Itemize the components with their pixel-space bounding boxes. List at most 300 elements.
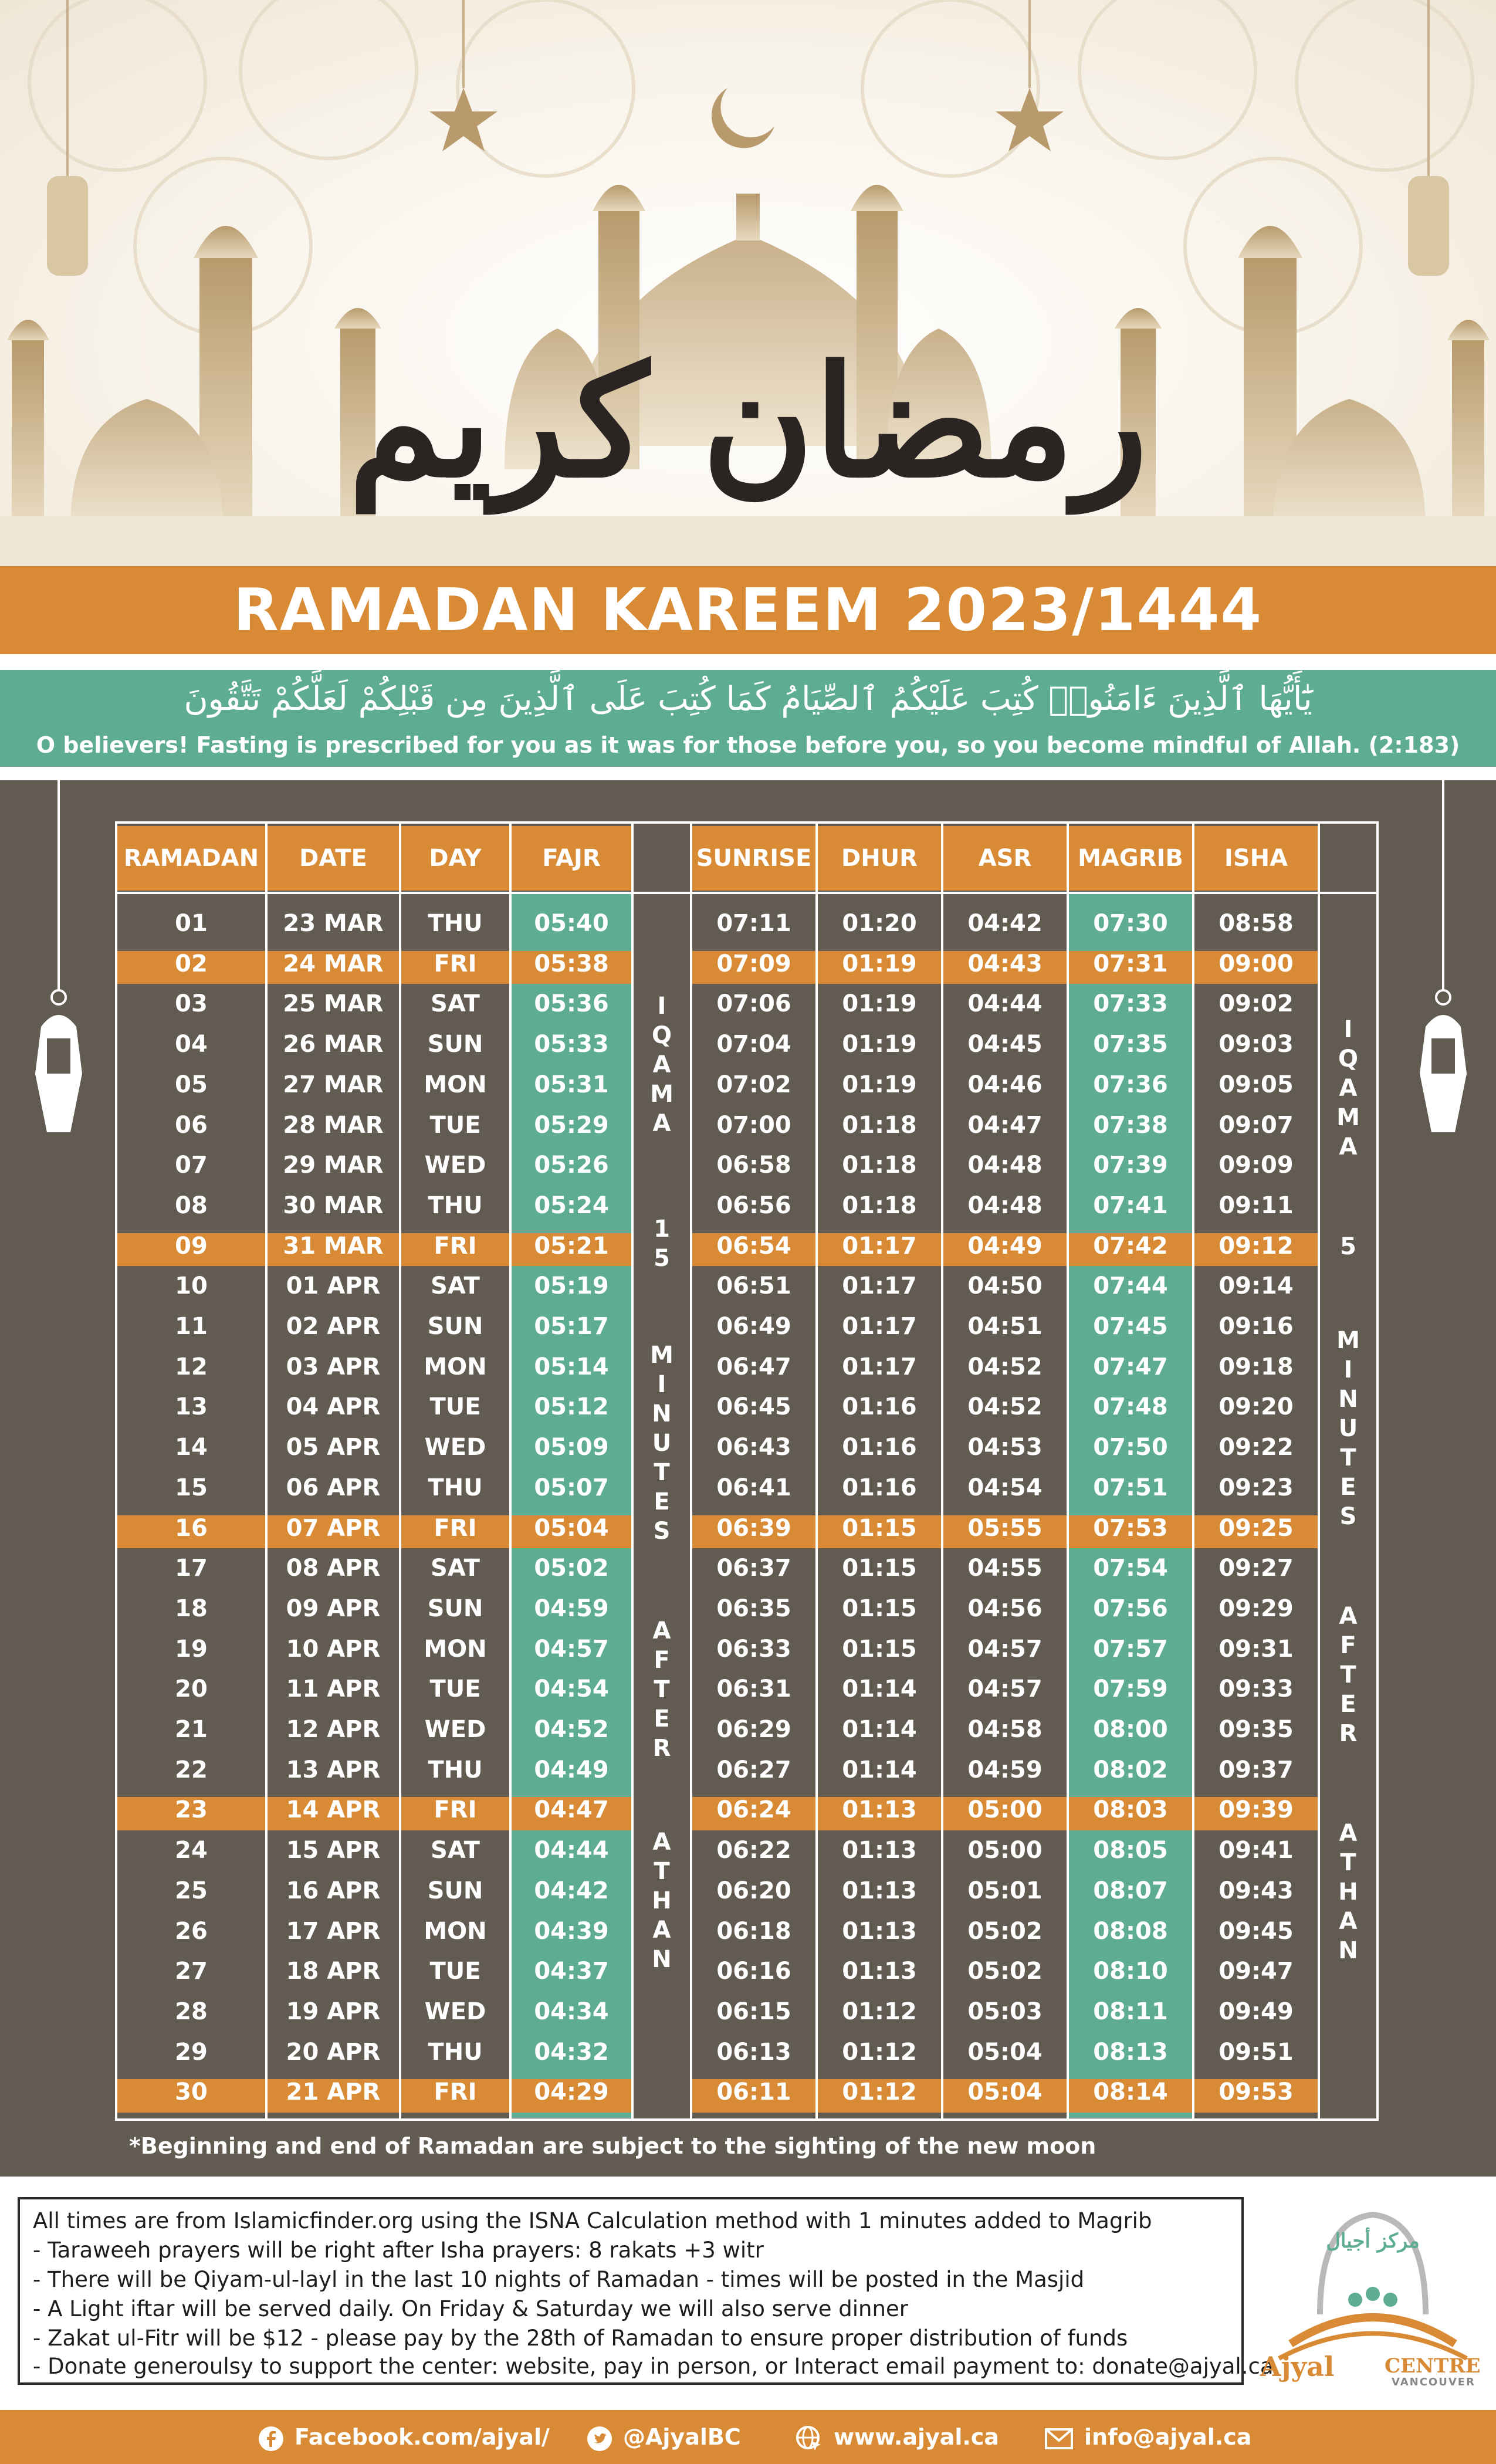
cell-ramadan: 26 <box>175 1917 208 1945</box>
left-lantern-icon <box>23 780 94 1156</box>
cell-ramadan: 28 <box>175 1998 208 2025</box>
cell-isha: 09:18 <box>1219 1353 1294 1380</box>
cell-fajr: 05:07 <box>534 1474 609 1501</box>
cell-date: 01 APR <box>286 1272 381 1300</box>
twitter-icon <box>587 2426 612 2452</box>
cell-day: SAT <box>431 1837 480 1864</box>
iqama-fajr-letter: H <box>652 1887 672 1914</box>
verse-banner <box>0 670 1496 767</box>
cell-day: THU <box>428 1474 483 1501</box>
cell-fajr: 05:26 <box>534 1152 609 1179</box>
cell-fajr: 05:33 <box>534 1031 609 1058</box>
cell-asr: 05:04 <box>967 2038 1043 2066</box>
cell-dhur: 01:18 <box>842 1111 917 1139</box>
globe-cursor-icon <box>795 2425 823 2453</box>
cell-magrib: 08:14 <box>1093 2079 1168 2106</box>
cell-date: 24 MAR <box>283 950 384 977</box>
iqama-fajr-letter: T <box>654 1676 670 1703</box>
cell-magrib: 07:44 <box>1093 1272 1168 1300</box>
arabic-calligraphy-title: رمضان كريم <box>348 333 1148 512</box>
iqama-isha-letter: I <box>1343 1356 1353 1383</box>
cell-date: 08 APR <box>286 1555 381 1582</box>
cell-fajr: 04:34 <box>534 1998 609 2025</box>
note-line: - There will be Qiyam-ul-layl in the last 10 nights of Ramadan - times will be posted in the Masjid <box>33 2267 1085 2292</box>
cell-isha: 09:31 <box>1219 1635 1294 1663</box>
cell-ramadan: 29 <box>175 2038 208 2066</box>
cell-asr: 05:00 <box>967 1837 1043 1864</box>
cell-dhur: 01:13 <box>842 1837 917 1864</box>
cell-dhur: 01:17 <box>842 1232 917 1260</box>
cell-sunrise: 06:43 <box>716 1434 791 1461</box>
cell-date: 06 APR <box>286 1474 381 1501</box>
cell-isha: 09:39 <box>1219 1796 1294 1824</box>
cell-date: 02 APR <box>286 1313 381 1340</box>
cell-dhur: 01:17 <box>842 1272 917 1300</box>
cell-ramadan: 14 <box>175 1434 208 1461</box>
cell-dhur: 01:12 <box>842 1998 917 2025</box>
cell-isha: 09:00 <box>1219 950 1294 977</box>
cell-day: WED <box>424 1998 486 2025</box>
cell-sunrise: 06:22 <box>716 1837 791 1864</box>
iqama-fajr-letter: A <box>652 1110 671 1137</box>
cell-day: THU <box>428 910 483 937</box>
cell-day: THU <box>428 2038 483 2066</box>
cell-ramadan: 24 <box>175 1837 208 1864</box>
cell-fajr: 04:39 <box>534 1917 609 1945</box>
cell-fajr: 05:17 <box>534 1313 609 1340</box>
cell-asr: 04:53 <box>967 1434 1043 1461</box>
iqama-fajr-letter: M <box>650 1342 673 1369</box>
cell-ramadan: 09 <box>175 1232 208 1260</box>
cell-date: 09 APR <box>286 1595 381 1622</box>
cell-date: 28 MAR <box>283 1111 384 1139</box>
cell-day: FRI <box>434 1232 477 1260</box>
cell-asr: 04:57 <box>967 1676 1043 1703</box>
website-link[interactable] <box>795 2410 999 2464</box>
cell-day: SUN <box>427 1031 483 1058</box>
cell-isha: 09:14 <box>1219 1272 1294 1300</box>
iqama-isha-letter: 5 <box>1340 1233 1356 1260</box>
cell-dhur: 01:14 <box>842 1676 917 1703</box>
cell-ramadan: 02 <box>175 950 208 977</box>
cell-date: 19 APR <box>286 1998 381 2025</box>
cell-date: 23 MAR <box>283 910 384 937</box>
twitter-label: @AjyalBC <box>623 2424 741 2450</box>
cell-ramadan: 18 <box>175 1595 208 1622</box>
cell-magrib: 07:39 <box>1093 1152 1168 1179</box>
iqama-fajr-letter: N <box>652 1946 672 1973</box>
cell-isha: 09:33 <box>1219 1676 1294 1703</box>
cell-date: 04 APR <box>286 1393 381 1421</box>
iqama-isha-letter: I <box>1343 1016 1353 1043</box>
facebook-link[interactable] <box>258 2410 550 2464</box>
cell-magrib: 07:59 <box>1093 1676 1168 1703</box>
cell-asr: 04:58 <box>967 1716 1043 1743</box>
iqama-fajr-letter: T <box>654 1858 670 1885</box>
cell-day: MON <box>424 1635 487 1663</box>
cell-dhur: 01:18 <box>842 1152 917 1179</box>
cell-sunrise: 06:39 <box>716 1514 791 1542</box>
cell-sunrise: 06:35 <box>716 1595 791 1622</box>
cell-isha: 09:47 <box>1219 1958 1294 1985</box>
cell-ramadan: 30 <box>175 2079 208 2106</box>
cell-isha: 09:02 <box>1219 990 1294 1018</box>
cell-asr: 05:04 <box>967 2079 1043 2106</box>
cell-ramadan: 05 <box>175 1071 208 1098</box>
cell-fajr: 05:21 <box>534 1232 609 1260</box>
cell-ramadan: 10 <box>175 1272 208 1300</box>
iqama-fajr-letter: Q <box>651 1022 672 1049</box>
note-line: All times are from Islamicfinder.org using the ISNA Calculation method with 1 minutes added to Magrib <box>33 2208 1152 2233</box>
cell-dhur: 01:19 <box>842 1071 917 1098</box>
iqama-isha-letter: A <box>1339 1133 1358 1160</box>
cell-date: 29 MAR <box>283 1152 384 1179</box>
cell-day: THU <box>428 1192 483 1219</box>
cell-date: 05 APR <box>286 1434 381 1461</box>
header-day: DAY <box>401 826 509 891</box>
note-line: - A Light iftar will be served daily. On Friday & Saturday we will also serve dinner <box>33 2296 908 2321</box>
cell-fajr: 05:12 <box>534 1393 609 1421</box>
cell-asr: 04:43 <box>967 950 1043 977</box>
facebook-icon <box>258 2426 284 2452</box>
cell-asr: 05:02 <box>967 1917 1043 1945</box>
cell-isha: 09:03 <box>1219 1031 1294 1058</box>
note-line: - Taraweeh prayers will be right after Isha prayers: 8 rakats +3 witr <box>33 2238 764 2263</box>
cell-ramadan: 21 <box>175 1716 208 1743</box>
header-sunrise: SUNRISE <box>692 826 815 891</box>
iqama-isha-letter: A <box>1339 1075 1358 1102</box>
iqama-isha-letter: U <box>1338 1415 1358 1442</box>
cell-isha: 09:07 <box>1219 1111 1294 1139</box>
iqama-fajr-letter: A <box>652 1829 671 1856</box>
cell-day: FRI <box>434 950 477 977</box>
cell-date: 26 MAR <box>283 1031 384 1058</box>
cell-magrib: 07:53 <box>1093 1514 1168 1542</box>
cell-ramadan: 16 <box>175 1514 208 1542</box>
header-asr: ASR <box>943 826 1067 891</box>
iqama-fajr-letter: M <box>650 1081 673 1108</box>
cell-asr: 04:56 <box>967 1595 1043 1622</box>
cell-sunrise: 07:11 <box>716 910 791 937</box>
cell-magrib: 08:03 <box>1093 1796 1168 1824</box>
cell-sunrise: 06:11 <box>716 2079 791 2106</box>
cell-fajr: 04:42 <box>534 1877 609 1904</box>
cell-date: 21 APR <box>286 2079 381 2106</box>
cell-dhur: 01:16 <box>842 1474 917 1501</box>
website-label: www.ajyal.ca <box>834 2424 1000 2450</box>
cell-day: FRI <box>434 2079 477 2106</box>
cell-date: 10 APR <box>286 1635 381 1663</box>
cell-asr: 04:54 <box>967 1474 1043 1501</box>
cell-dhur: 01:19 <box>842 990 917 1018</box>
cell-asr: 05:02 <box>967 1958 1043 1985</box>
cell-ramadan: 20 <box>175 1676 208 1703</box>
cell-magrib: 07:47 <box>1093 1353 1168 1380</box>
cell-asr: 04:49 <box>967 1232 1043 1260</box>
cell-date: 16 APR <box>286 1877 381 1904</box>
email-label: info@ajyal.ca <box>1084 2424 1252 2450</box>
cell-sunrise: 06:31 <box>716 1676 791 1703</box>
iqama-isha-letter: N <box>1338 1386 1358 1413</box>
cell-ramadan: 11 <box>175 1313 208 1340</box>
cell-sunrise: 06:16 <box>716 1958 791 1985</box>
cell-dhur: 01:16 <box>842 1393 917 1421</box>
cell-asr: 04:57 <box>967 1635 1043 1663</box>
title-banner <box>0 566 1496 654</box>
cell-date: 03 APR <box>286 1353 381 1380</box>
cell-magrib: 07:56 <box>1093 1595 1168 1622</box>
cell-magrib: 07:31 <box>1093 950 1168 977</box>
cell-isha: 09:16 <box>1219 1313 1294 1340</box>
cell-ramadan: 17 <box>175 1555 208 1582</box>
cell-magrib: 07:36 <box>1093 1071 1168 1098</box>
envelope-icon <box>1044 2428 1074 2450</box>
iqama-fajr-letter: E <box>654 1488 670 1515</box>
notes-box <box>18 2197 1274 2385</box>
cell-asr: 04:51 <box>967 1313 1043 1340</box>
cell-fajr: 04:52 <box>534 1716 609 1743</box>
cell-fajr: 04:54 <box>534 1676 609 1703</box>
cell-asr: 05:03 <box>967 1998 1043 2025</box>
cell-fajr: 04:47 <box>534 1796 609 1824</box>
cell-isha: 09:22 <box>1219 1434 1294 1461</box>
cell-date: 25 MAR <box>283 990 384 1018</box>
cell-day: MON <box>424 1071 487 1098</box>
cell-sunrise: 07:02 <box>716 1071 791 1098</box>
cell-dhur: 01:15 <box>842 1514 917 1542</box>
cell-sunrise: 06:51 <box>716 1272 791 1300</box>
cell-date: 13 APR <box>286 1756 381 1783</box>
cell-isha: 09:11 <box>1219 1192 1294 1219</box>
cell-day: TUE <box>429 1958 481 1985</box>
cell-sunrise: 06:18 <box>716 1917 791 1945</box>
cell-asr: 05:00 <box>967 1796 1043 1824</box>
cell-dhur: 01:17 <box>842 1313 917 1340</box>
cell-sunrise: 06:41 <box>716 1474 791 1501</box>
iqama-fajr-letter: R <box>652 1735 671 1762</box>
footer-contact-bar <box>0 2410 1496 2464</box>
iqama-isha-letter: N <box>1338 1937 1358 1964</box>
cell-sunrise: 06:33 <box>716 1635 791 1663</box>
cell-ramadan: 23 <box>175 1796 208 1824</box>
iqama-fajr-letter: I <box>657 993 666 1020</box>
cell-fajr: 05:04 <box>534 1514 609 1542</box>
cell-isha: 09:05 <box>1219 1071 1294 1098</box>
cell-day: FRI <box>434 1796 477 1824</box>
cell-day: WED <box>424 1716 486 1743</box>
cell-asr: 04:55 <box>967 1555 1043 1582</box>
cell-fajr: 04:32 <box>534 2038 609 2066</box>
cell-asr: 04:48 <box>967 1192 1043 1219</box>
cell-dhur: 01:12 <box>842 2079 917 2106</box>
cell-sunrise: 07:09 <box>716 950 791 977</box>
iqama-isha-letter: M <box>1336 1104 1360 1131</box>
cell-magrib: 07:42 <box>1093 1232 1168 1260</box>
cell-day: TUE <box>429 1676 481 1703</box>
cell-fajr: 05:31 <box>534 1071 609 1098</box>
cell-day: SUN <box>427 1877 483 1904</box>
cell-asr: 04:44 <box>967 990 1043 1018</box>
table-border <box>115 821 1379 2121</box>
cell-magrib: 08:11 <box>1093 1998 1168 2025</box>
verse-english: O believers! Fasting is prescribed for you as it was for those before you, so you become mindful of Allah. (2:183) <box>36 732 1460 758</box>
cell-date: 31 MAR <box>283 1232 384 1260</box>
cell-date: 17 APR <box>286 1917 381 1945</box>
cell-day: WED <box>424 1434 486 1461</box>
cell-magrib: 07:51 <box>1093 1474 1168 1501</box>
cell-magrib: 07:57 <box>1093 1635 1168 1663</box>
cell-isha: 09:35 <box>1219 1716 1294 1743</box>
iqama-fajr-letter: S <box>653 1518 671 1545</box>
verse-arabic: يَٰٓأَيُّهَا ٱلَّذِينَ ءَامَنُوا۟ كُتِبَ عَلَيْكُمُ ٱلصِّيَامُ كَمَا كُتِبَ عَلَى ٱلَّذِينَ مِن قَبْلِكُمْ لَعَلَّكُمْ تَتَّقُونَ <box>184 680 1312 718</box>
cell-fajr: 04:37 <box>534 1958 609 1985</box>
iqama-fajr-letter: 5 <box>654 1245 670 1272</box>
iqama-isha-letter: A <box>1339 1908 1358 1935</box>
twitter-link[interactable] <box>587 2410 741 2464</box>
iqama-fajr-letter: N <box>652 1400 672 1427</box>
cell-magrib: 07:35 <box>1093 1031 1168 1058</box>
cell-ramadan: 27 <box>175 1958 208 1985</box>
cell-day: SAT <box>431 1555 480 1582</box>
cell-isha: 09:49 <box>1219 1998 1294 2025</box>
cell-day: THU <box>428 1756 483 1783</box>
iqama-isha-letter: M <box>1336 1327 1360 1354</box>
cell-fajr: 04:29 <box>534 2079 609 2106</box>
cell-isha: 09:09 <box>1219 1152 1294 1179</box>
cell-fajr: 05:02 <box>534 1555 609 1582</box>
iqama-fajr-letter: A <box>652 1617 671 1644</box>
cell-dhur: 01:13 <box>842 1958 917 1985</box>
cell-dhur: 01:13 <box>842 1877 917 1904</box>
cell-ramadan: 19 <box>175 1635 208 1663</box>
iqama-isha-letter: Q <box>1338 1045 1358 1072</box>
cell-ramadan: 03 <box>175 990 208 1018</box>
cell-asr: 04:48 <box>967 1152 1043 1179</box>
cell-magrib: 07:50 <box>1093 1434 1168 1461</box>
iqama-isha-letter: T <box>1340 1661 1356 1688</box>
cell-magrib: 08:07 <box>1093 1877 1168 1904</box>
cell-magrib: 08:05 <box>1093 1837 1168 1864</box>
cell-dhur: 01:18 <box>842 1192 917 1219</box>
logo-arabic: مركز أجيال <box>1326 2229 1420 2253</box>
cell-dhur: 01:14 <box>842 1756 917 1783</box>
cell-date: 15 APR <box>286 1837 381 1864</box>
right-lantern-icon <box>1408 780 1478 1156</box>
header-artwork <box>0 0 1496 566</box>
logo-centre: CENTRE <box>1385 2354 1481 2378</box>
cell-asr: 04:46 <box>967 1071 1043 1098</box>
logo-name: Ajyal <box>1260 2351 1335 2382</box>
cell-magrib: 07:33 <box>1093 990 1168 1018</box>
cell-sunrise: 06:20 <box>716 1877 791 1904</box>
logo-city: VANCOUVER <box>1392 2376 1475 2388</box>
cell-isha: 08:58 <box>1219 910 1294 937</box>
cell-ramadan: 04 <box>175 1031 208 1058</box>
cell-fajr: 05:09 <box>534 1434 609 1461</box>
cell-isha: 09:23 <box>1219 1474 1294 1501</box>
cell-asr: 04:50 <box>967 1272 1043 1300</box>
cell-ramadan: 25 <box>175 1877 208 1904</box>
cell-ramadan: 15 <box>175 1474 208 1501</box>
cell-asr: 05:55 <box>967 1514 1043 1542</box>
cell-ramadan: 07 <box>175 1152 208 1179</box>
cell-day: SUN <box>427 1595 483 1622</box>
cell-isha: 09:43 <box>1219 1877 1294 1904</box>
iqama-fajr-letter: A <box>652 1917 671 1944</box>
cell-day: FRI <box>434 1514 477 1542</box>
cell-magrib: 08:00 <box>1093 1716 1168 1743</box>
cell-fajr: 04:49 <box>534 1756 609 1783</box>
header-dhur: DHUR <box>818 826 941 891</box>
cell-sunrise: 06:27 <box>716 1756 791 1783</box>
cell-day: TUE <box>429 1393 481 1421</box>
cell-isha: 09:53 <box>1219 2079 1294 2106</box>
cell-sunrise: 06:13 <box>716 2038 791 2066</box>
cell-ramadan: 01 <box>175 910 208 937</box>
cell-sunrise: 06:37 <box>716 1555 791 1582</box>
page-title: RAMADAN KAREEM 2023/1444 <box>233 576 1263 644</box>
cell-magrib: 08:10 <box>1093 1958 1168 1985</box>
cell-day: MON <box>424 1353 487 1380</box>
cell-fajr: 05:29 <box>534 1111 609 1139</box>
cell-dhur: 01:17 <box>842 1353 917 1380</box>
cell-day: WED <box>424 1152 486 1179</box>
cell-sunrise: 07:04 <box>716 1031 791 1058</box>
cell-dhur: 01:13 <box>842 1917 917 1945</box>
cell-ramadan: 06 <box>175 1111 208 1139</box>
cell-ramadan: 13 <box>175 1393 208 1421</box>
cell-isha: 09:20 <box>1219 1393 1294 1421</box>
header-date: DATE <box>268 826 399 891</box>
cell-asr: 04:52 <box>967 1353 1043 1380</box>
cell-fajr: 05:14 <box>534 1353 609 1380</box>
cell-isha: 09:25 <box>1219 1514 1294 1542</box>
iqama-isha-letter: T <box>1340 1444 1356 1471</box>
cell-asr: 04:42 <box>967 910 1043 937</box>
cell-magrib: 07:38 <box>1093 1111 1168 1139</box>
iqama-isha-letter: E <box>1340 1474 1356 1501</box>
cell-ramadan: 08 <box>175 1192 208 1219</box>
cell-isha: 09:41 <box>1219 1837 1294 1864</box>
iqama-fajr-letter: F <box>654 1647 670 1674</box>
cell-day: SAT <box>431 1272 480 1300</box>
cell-sunrise: 06:45 <box>716 1393 791 1421</box>
cell-sunrise: 06:56 <box>716 1192 791 1219</box>
cell-dhur: 01:13 <box>842 1796 917 1824</box>
email-link[interactable] <box>1044 2410 1251 2464</box>
cell-day: SAT <box>431 990 480 1018</box>
cell-fajr: 05:36 <box>534 990 609 1018</box>
header-magrib: MAGRIB <box>1069 826 1192 891</box>
cell-dhur: 01:19 <box>842 950 917 977</box>
iqama-fajr-letter: 1 <box>654 1216 670 1243</box>
cell-dhur: 01:15 <box>842 1555 917 1582</box>
cell-ramadan: 12 <box>175 1353 208 1380</box>
cell-fajr: 05:40 <box>534 910 609 937</box>
iqama-fajr-letter: T <box>654 1459 670 1486</box>
iqama-isha-letter: A <box>1339 1603 1358 1630</box>
cell-day: SUN <box>427 1313 483 1340</box>
cell-date: 20 APR <box>286 2038 381 2066</box>
cell-asr: 04:59 <box>967 1756 1043 1783</box>
cell-sunrise: 06:29 <box>716 1716 791 1743</box>
cell-sunrise: 06:49 <box>716 1313 791 1340</box>
cell-isha: 09:27 <box>1219 1555 1294 1582</box>
iqama-isha-letter: E <box>1340 1691 1356 1718</box>
cell-dhur: 01:16 <box>842 1434 917 1461</box>
iqama-isha-letter: S <box>1339 1503 1357 1530</box>
cell-isha: 09:12 <box>1219 1232 1294 1260</box>
